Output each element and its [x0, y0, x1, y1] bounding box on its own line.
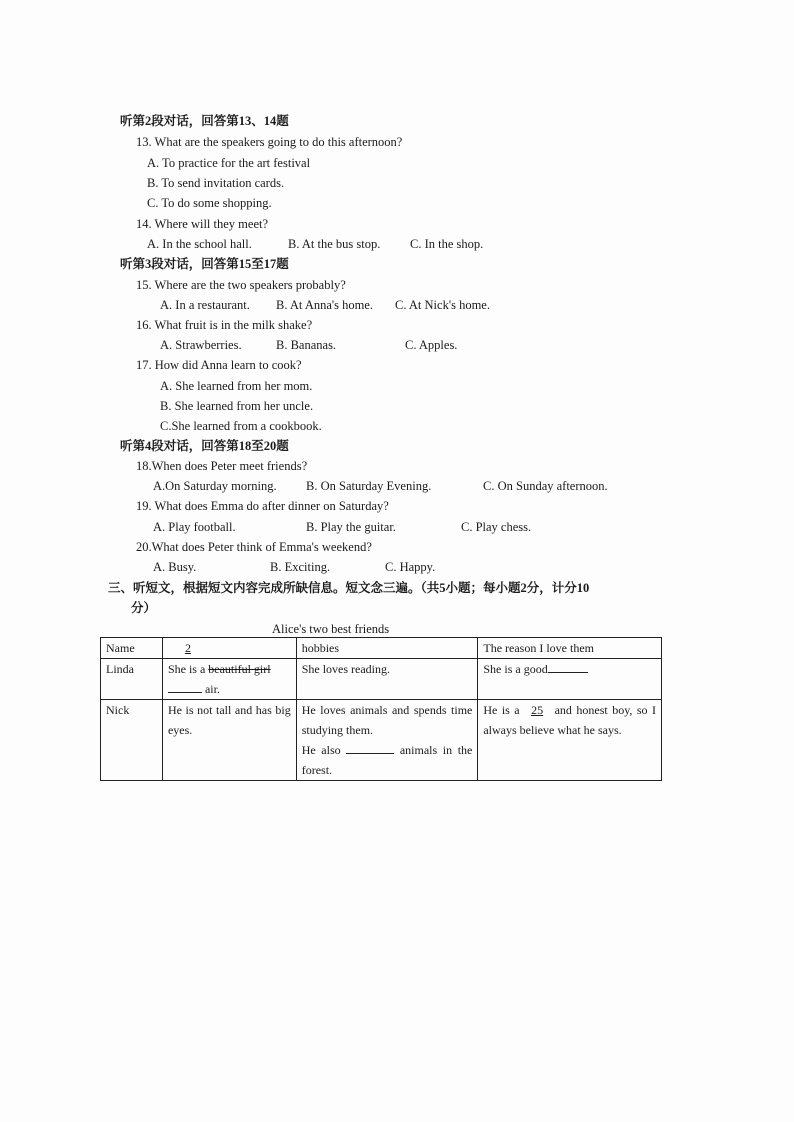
q17-option-a: A. She learned from her mom. — [160, 379, 313, 393]
q16-option-a: A. Strawberries. — [160, 338, 242, 352]
q20-option-b: B. Exciting. — [270, 560, 331, 574]
friends-table — [100, 637, 662, 781]
header-hobbies: hobbies — [296, 638, 478, 659]
part-3-instruction-cont: 分） — [131, 601, 157, 615]
question-18: 18.When does Peter meet friends? — [136, 459, 308, 473]
answer-blank[interactable] — [548, 660, 588, 673]
row-nick-hobbies: He loves animals and spends time studying them. He also animals in the forest. — [296, 700, 478, 781]
question-19: 19. What does Emma do after dinner on Saturday? — [136, 499, 389, 513]
section-3-header: 听第3段对话，回答第15至17题 — [120, 257, 289, 271]
q18-option-c: C. On Sunday afternoon. — [483, 479, 608, 493]
question-16: 16. What fruit is in the milk shake? — [136, 318, 313, 332]
q17-option-c: C.She learned from a cookbook. — [160, 419, 322, 433]
answer-blank[interactable] — [168, 680, 202, 693]
question-13: 13. What are the speakers going to do this afternoon? — [136, 135, 403, 149]
section-2-header: 听第2段对话，回答第13、14题 — [120, 114, 289, 128]
header-reason: The reason I love them — [478, 638, 662, 659]
section-4-header: 听第4段对话，回答第18至20题 — [120, 439, 289, 453]
q19-option-c: C. Play chess. — [461, 520, 532, 534]
table-row — [101, 700, 662, 781]
row-linda-reason: She is a good — [478, 659, 662, 700]
row-linda-name: Linda — [101, 659, 163, 700]
table-row — [101, 659, 662, 700]
q17-option-b: B. She learned from her uncle. — [160, 399, 314, 413]
q16-option-b: B. Bananas. — [276, 338, 337, 352]
row-linda-look: She is a beautiful girl air. — [162, 659, 296, 700]
row-nick-reason: He is a 25 and honest boy, so I always believe what he says. — [478, 700, 662, 781]
part-3-instruction: 三、听短文，根据短文内容完成所缺信息。短文念三遍。（共5小题；每小题2分，计分10 — [108, 581, 590, 595]
q19-option-a: A. Play football. — [153, 520, 236, 534]
question-15: 15. Where are the two speakers probably? — [136, 278, 346, 292]
q20-option-a: A. Busy. — [153, 560, 197, 574]
blank-number-2: 2 — [184, 641, 191, 655]
header-name: Name — [101, 638, 163, 659]
q14-option-b: B. At the bus stop. — [288, 237, 381, 251]
table-title: Alice's two best friends — [272, 622, 390, 636]
q15-option-b: B. At Anna's home. — [276, 298, 374, 312]
q18-option-b: B. On Saturday Evening. — [306, 479, 432, 493]
q15-option-c: C. At Nick's home. — [395, 298, 490, 312]
q18-option-a: A.On Saturday morning. — [153, 479, 277, 493]
row-nick-look: He is not tall and has big eyes. — [162, 700, 296, 781]
row-nick-name: Nick — [101, 700, 163, 781]
answer-blank[interactable] — [346, 741, 394, 754]
blank-number-25: 25 — [531, 703, 544, 717]
question-17: 17. How did Anna learn to cook? — [136, 358, 302, 372]
table-header-row — [101, 638, 662, 659]
q13-option-b: B. To send invitation cards. — [147, 176, 285, 190]
q14-option-a: A. In the school hall. — [147, 237, 252, 251]
q15-option-a: A. In a restaurant. — [160, 298, 250, 312]
question-14: 14. Where will they meet? — [136, 217, 269, 231]
question-20: 20.What does Peter think of Emma's weekend? — [136, 540, 372, 554]
q13-option-c: C. To do some shopping. — [147, 196, 272, 210]
q13-option-a: A. To practice for the art festival — [147, 156, 311, 170]
q19-option-b: B. Play the guitar. — [306, 520, 396, 534]
q20-option-c: C. Happy. — [385, 560, 436, 574]
header-look — [162, 638, 296, 659]
row-linda-hobbies: She loves reading. — [296, 659, 478, 700]
q14-option-c: C. In the shop. — [410, 237, 484, 251]
q16-option-c: C. Apples. — [405, 338, 458, 352]
